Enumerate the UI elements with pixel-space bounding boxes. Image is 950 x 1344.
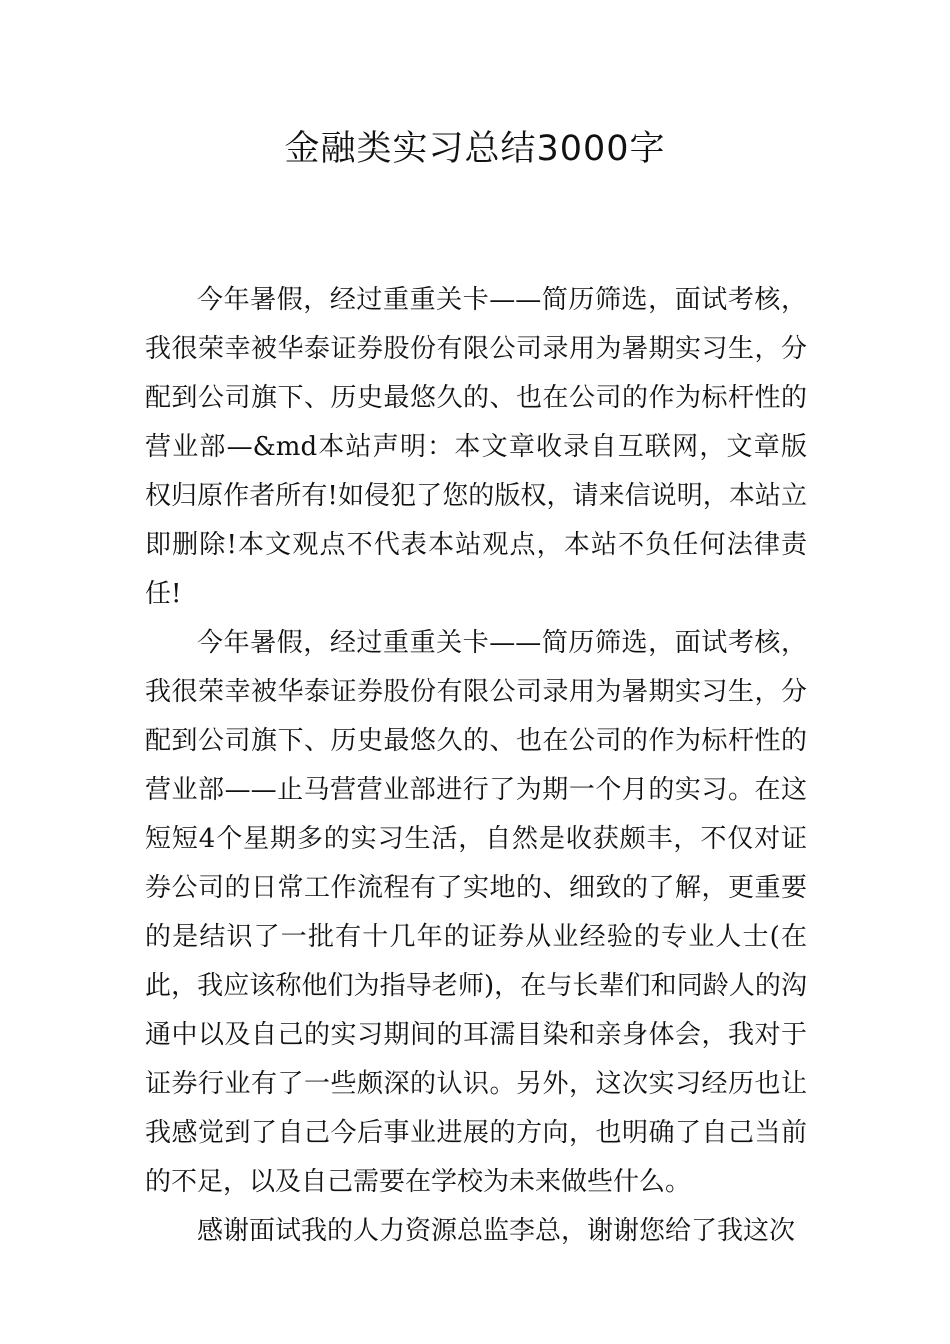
paragraph-3: 感谢面试我的人力资源总监李总，谢谢您给了我这次 bbox=[197, 1216, 796, 1246]
document-title: 金融类实习总结3000字 bbox=[284, 129, 666, 169]
paragraph-2: 今年暑假，经过重重关卡——简历筛选，面试考核，我很荣幸被华泰证券股份有限公司录用为暑期实习生，分配到公司旗下、历史最悠久的、也在公司的作为标杆性的营业部——止马营营业部进行了为期一个月的实习。在这短短4个星期多的实习生活，自然是收获颇丰，不仅对证券公司的日常工作流程有了实地的、细致的了解，更重要的是结识了一批有十几年的证券从业经验的专业人士(在此，我应该称他们为指导老师)，在与长辈们和同龄人的沟通中以及自己的实习期间的耳濡目染和亲身体会，我对于证券行业有了一些颇深的认识。另外，这次实习经历也让我感觉到了自己今后事业进展的方向，也明确了自己当前的不足，以及自己需要在学校为未来做些什么。 bbox=[145, 628, 807, 1197]
paragraph-1: 今年暑假，经过重重关卡——简历筛选，面试考核，我很荣幸被华泰证券股份有限公司录用为暑期实习生，分配到公司旗下、历史最悠久的、也在公司的作为标杆性的营业部—&md本站声明：本文章收录自互联网，文章版权归原作者所有!如侵犯了您的版权，请来信说明，本站立即删除!本文观点不代表本站观点，本站不负任何法律责任! bbox=[145, 285, 807, 609]
document-body bbox=[145, 276, 807, 1256]
